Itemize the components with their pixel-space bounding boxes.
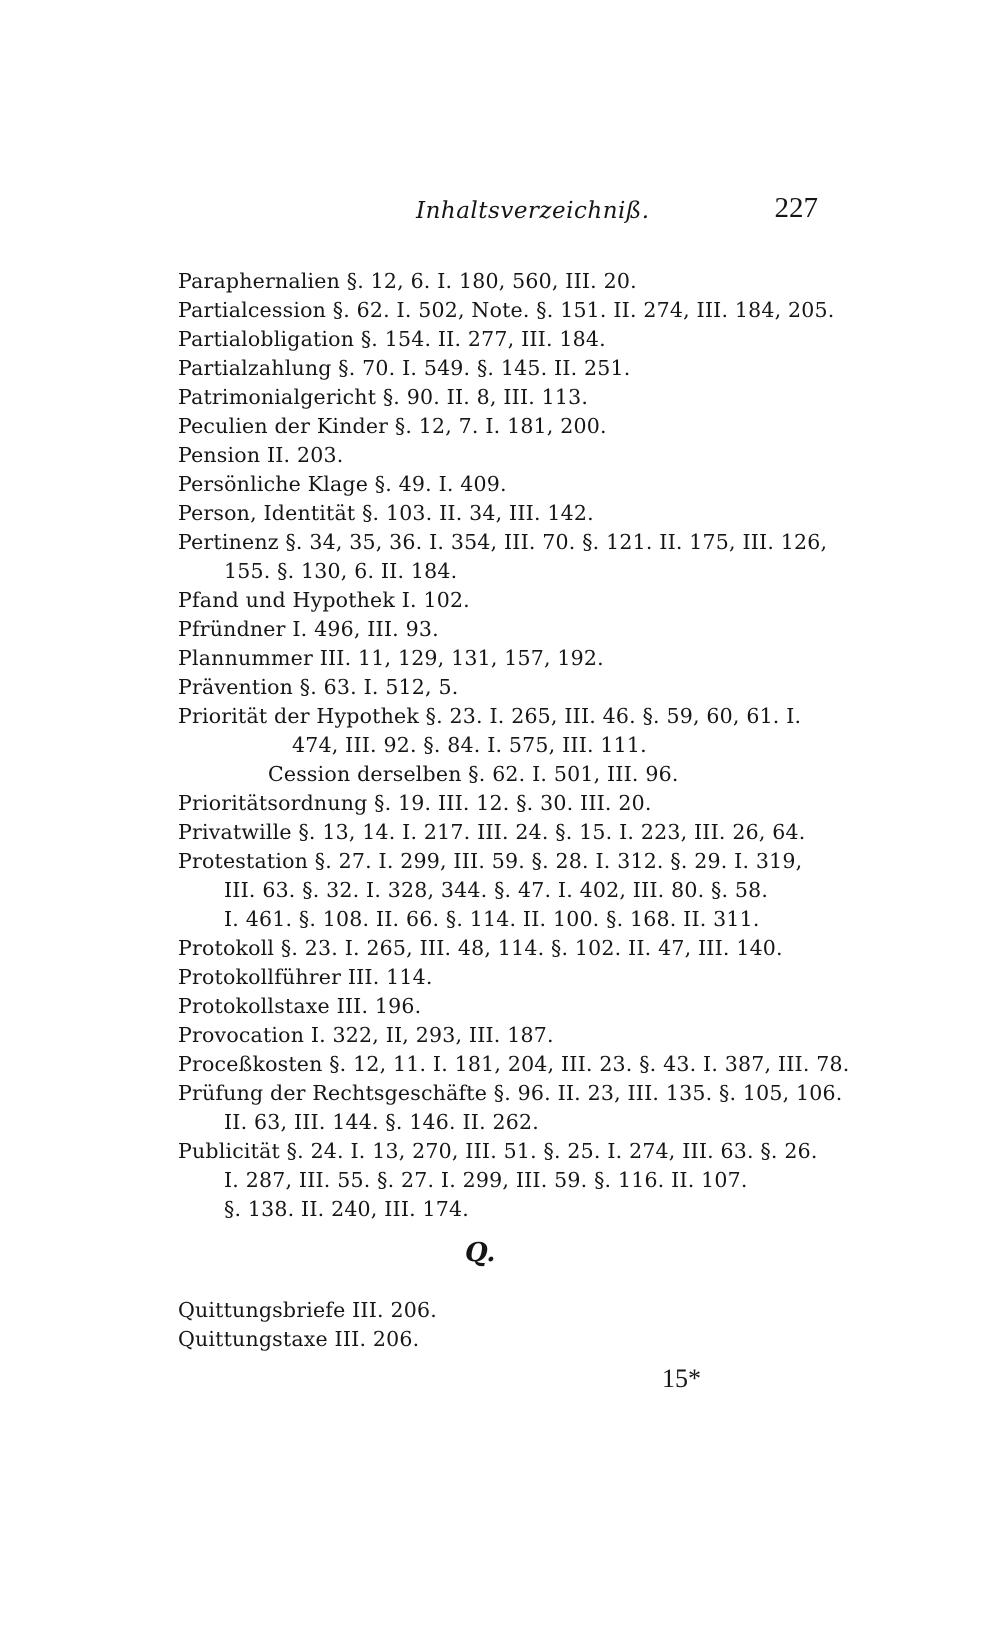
index-entry: Patrimonialgericht §. 90. II. 8, III. 113. — [178, 385, 589, 409]
index-entry: Person, Identität §. 103. II. 34, III. 142. — [178, 501, 594, 525]
running-title: Inhaltsverzeichniß. — [416, 198, 650, 224]
index-entry: Pfand und Hypothek I. 102. — [178, 588, 470, 612]
index-entry: Protokollstaxe III. 196. — [178, 994, 422, 1018]
index-entry: Plannummer III. 11, 129, 131, 157, 192. — [178, 646, 604, 670]
index-entry: Partialzahlung §. 70. I. 549. §. 145. II. 251. — [178, 356, 631, 380]
index-entry-continuation: III. 63. §. 32. I. 328, 344. §. 47. I. 402, III. 80. §. 58. — [224, 878, 769, 902]
index-entry: Protokoll §. 23. I. 265, III. 48, 114. §. 102. II. 47, III. 140. — [178, 936, 783, 960]
index-entry: Peculien der Kinder §. 12, 7. I. 181, 200. — [178, 414, 607, 438]
index-entry: Partialobligation §. 154. II. 277, III. 184. — [178, 327, 606, 351]
index-entry: Pertinenz §. 34, 35, 36. I. 354, III. 70. §. 121. II. 175, III. 126, — [178, 530, 828, 554]
index-entry-continuation: 474, III. 92. §. 84. I. 575, III. 111. — [292, 733, 647, 757]
index-entry: Publicität §. 24. I. 13, 270, III. 51. §. 25. I. 274, III. 63. §. 26. — [178, 1139, 818, 1163]
section-heading-q: Q. — [465, 1238, 496, 1268]
index-entry: Pfründner I. 496, III. 93. — [178, 617, 439, 641]
index-entry-continuation: II. 63, III. 144. §. 146. II. 262. — [224, 1110, 539, 1134]
index-entry-continuation: 155. §. 130, 6. II. 184. — [224, 559, 458, 583]
index-entries-q — [178, 1296, 578, 1354]
index-entry: Prüfung der Rechtsgeschäfte §. 96. II. 23, III. 135. §. 105, 106. — [178, 1081, 843, 1105]
index-entry: Proceßkosten §. 12, 11. I. 181, 204, III. 23. §. 43. I. 387, III. 78. — [178, 1052, 850, 1076]
index-subentry: Cession derselben §. 62. I. 501, III. 96. — [268, 762, 679, 786]
index-entry: Paraphernalien §. 12, 6. I. 180, 560, III. 20. — [178, 269, 637, 293]
index-entry: Priorität der Hypothek §. 23. I. 265, III. 46. §. 59, 60, 61. I. — [178, 704, 802, 728]
index-entry: Pension II. 203. — [178, 443, 344, 467]
index-entry: Prävention §. 63. I. 512, 5. — [178, 675, 459, 699]
index-entry: Prioritätsordnung §. 19. III. 12. §. 30. III. 20. — [178, 791, 652, 815]
page-number: 227 — [774, 192, 818, 224]
signature-mark: 15* — [662, 1364, 701, 1393]
index-entry: Partialcession §. 62. I. 502, Note. §. 151. II. 274, III. 184, 205. — [178, 298, 835, 322]
index-entry: Persönliche Klage §. 49. I. 409. — [178, 472, 507, 496]
page-header — [178, 192, 818, 236]
index-entry-continuation: I. 287, III. 55. §. 27. I. 299, III. 59. §. 116. II. 107. — [224, 1168, 748, 1192]
index-entries-p — [178, 267, 850, 1224]
index-entry-continuation: I. 461. §. 108. II. 66. §. 114. II. 100. §. 168. II. 311. — [224, 907, 760, 931]
index-entry: Protokollführer III. 114. — [178, 965, 433, 989]
index-entry: Provocation I. 322, II, 293, III. 187. — [178, 1023, 554, 1047]
index-entry: Quittungsbriefe III. 206. — [178, 1298, 437, 1322]
index-entry-continuation: §. 138. II. 240, III. 174. — [224, 1197, 470, 1221]
index-entry: Protestation §. 27. I. 299, III. 59. §. 28. I. 312. §. 29. I. 319, — [178, 849, 803, 873]
index-entry: Privatwille §. 13, 14. I. 217. III. 24. §. 15. I. 223, III. 26, 64. — [178, 820, 806, 844]
index-entry: Quittungstaxe III. 206. — [178, 1327, 420, 1351]
